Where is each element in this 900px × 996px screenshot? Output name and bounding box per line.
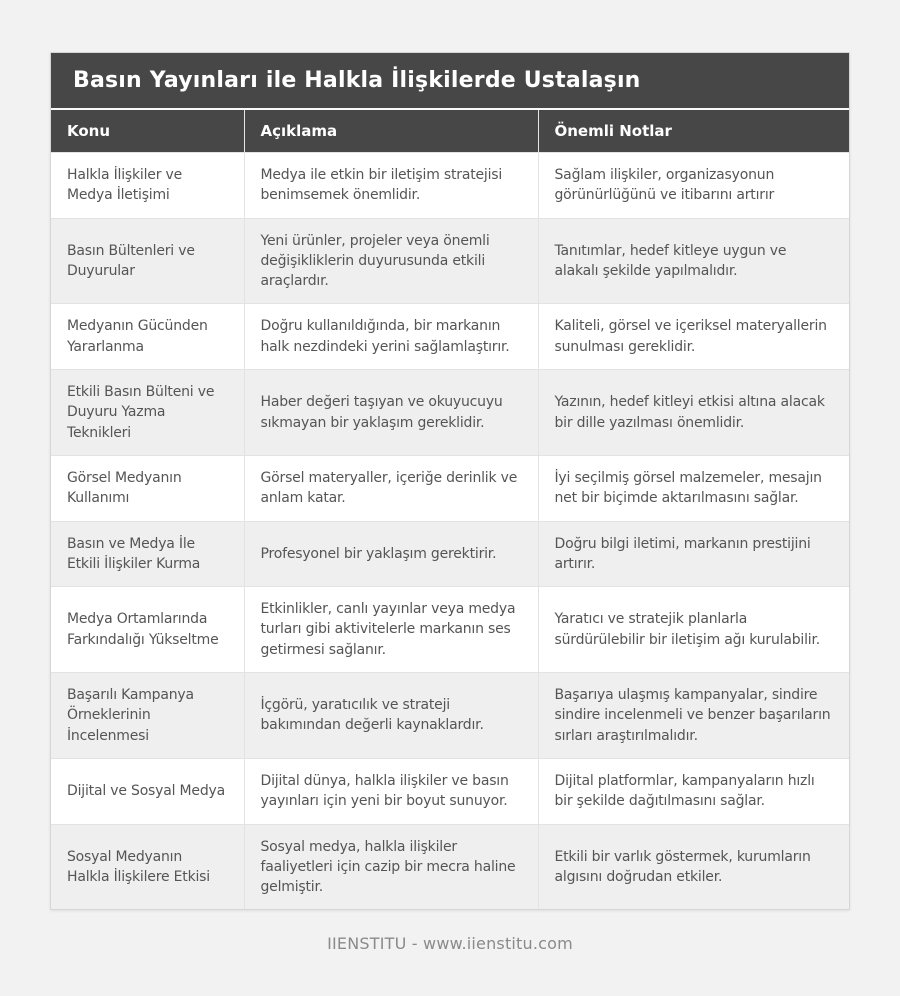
cell-notlar: Doğru bilgi iletimi, markanın prestijini artırır. bbox=[538, 521, 849, 587]
cell-notlar: Yazının, hedef kitleyi etkisi altına alacak bir dille yazılması önemlidir. bbox=[538, 370, 849, 456]
cell-aciklama: Haber değeri taşıyan ve okuyucuyu sıkmayan bir yaklaşım gereklidir. bbox=[244, 370, 538, 456]
cell-konu: Basın ve Medya İle Etkili İlişkiler Kurma bbox=[51, 521, 244, 587]
table-row bbox=[51, 455, 849, 521]
cell-aciklama: Yeni ürünler, projeler veya önemli değişikliklerin duyurusunda etkili araçlardır. bbox=[244, 218, 538, 304]
info-table bbox=[51, 110, 849, 909]
cell-konu: Görsel Medyanın Kullanımı bbox=[51, 455, 244, 521]
cell-aciklama: Dijital dünya, halkla ilişkiler ve basın yayınları için yeni bir boyut sunuyor. bbox=[244, 758, 538, 824]
cell-notlar: Başarıya ulaşmış kampanyalar, sindire sindire incelenmeli ve benzer başarıların sırları araştırılmalıdır. bbox=[538, 673, 849, 759]
table-body bbox=[51, 153, 849, 910]
cell-aciklama: İçgörü, yaratıcılık ve strateji bakımından değerli kaynaklardır. bbox=[244, 673, 538, 759]
cell-konu: Halkla İlişkiler ve Medya İletişimi bbox=[51, 153, 244, 219]
cell-aciklama: Sosyal medya, halkla ilişkiler faaliyetleri için cazip bir mecra haline gelmiştir. bbox=[244, 824, 538, 909]
cell-notlar: Dijital platformlar, kampanyaların hızlı bir şekilde dağıtılmasını sağlar. bbox=[538, 758, 849, 824]
cell-konu: Sosyal Medyanın Halkla İlişkilere Etkisi bbox=[51, 824, 244, 909]
table-row bbox=[51, 218, 849, 304]
cell-notlar: Tanıtımlar, hedef kitleye uygun ve alakalı şekilde yapılmalıdır. bbox=[538, 218, 849, 304]
table-row bbox=[51, 521, 849, 587]
page-title: Basın Yayınları ile Halkla İlişkilerde Ustalaşın bbox=[51, 53, 849, 110]
cell-konu: Basın Bültenleri ve Duyurular bbox=[51, 218, 244, 304]
table-header bbox=[51, 110, 849, 153]
table-row bbox=[51, 304, 849, 370]
cell-notlar: Yaratıcı ve stratejik planlarla sürdürülebilir bir iletişim ağı kurulabilir. bbox=[538, 587, 849, 673]
cell-konu: Başarılı Kampanya Örneklerinin İncelenmesi bbox=[51, 673, 244, 759]
cell-aciklama: Medya ile etkin bir iletişim stratejisi benimsemek önemlidir. bbox=[244, 153, 538, 219]
table-row bbox=[51, 824, 849, 909]
cell-notlar: İyi seçilmiş görsel malzemeler, mesajın net bir biçimde aktarılmasını sağlar. bbox=[538, 455, 849, 521]
cell-aciklama: Doğru kullanıldığında, bir markanın halk nezdindeki yerini sağlamlaştırır. bbox=[244, 304, 538, 370]
table-row bbox=[51, 587, 849, 673]
column-header-konu: Konu bbox=[51, 110, 244, 153]
cell-aciklama: Profesyonel bir yaklaşım gerektirir. bbox=[244, 521, 538, 587]
table-header-row bbox=[51, 110, 849, 153]
table-row bbox=[51, 673, 849, 759]
table-row bbox=[51, 758, 849, 824]
column-header-aciklama: Açıklama bbox=[244, 110, 538, 153]
cell-konu: Medyanın Gücünden Yararlanma bbox=[51, 304, 244, 370]
table-row bbox=[51, 370, 849, 456]
cell-notlar: Sağlam ilişkiler, organizasyonun görünürlüğünü ve itibarını artırır bbox=[538, 153, 849, 219]
table-row bbox=[51, 153, 849, 219]
cell-aciklama: Etkinlikler, canlı yayınlar veya medya turları gibi aktivitelerle markanın ses getirmesi sağlanır. bbox=[244, 587, 538, 673]
footer-credit: IIENSTITU - www.iienstitu.com bbox=[327, 934, 573, 954]
cell-konu: Etkili Basın Bülteni ve Duyuru Yazma Teknikleri bbox=[51, 370, 244, 456]
cell-konu: Dijital ve Sosyal Medya bbox=[51, 758, 244, 824]
info-card bbox=[50, 52, 850, 910]
cell-notlar: Etkili bir varlık göstermek, kurumların algısını doğrudan etkiler. bbox=[538, 824, 849, 909]
cell-aciklama: Görsel materyaller, içeriğe derinlik ve anlam katar. bbox=[244, 455, 538, 521]
cell-notlar: Kaliteli, görsel ve içeriksel materyallerin sunulması gereklidir. bbox=[538, 304, 849, 370]
cell-konu: Medya Ortamlarında Farkındalığı Yükseltme bbox=[51, 587, 244, 673]
column-header-onemli-notlar: Önemli Notlar bbox=[538, 110, 849, 153]
